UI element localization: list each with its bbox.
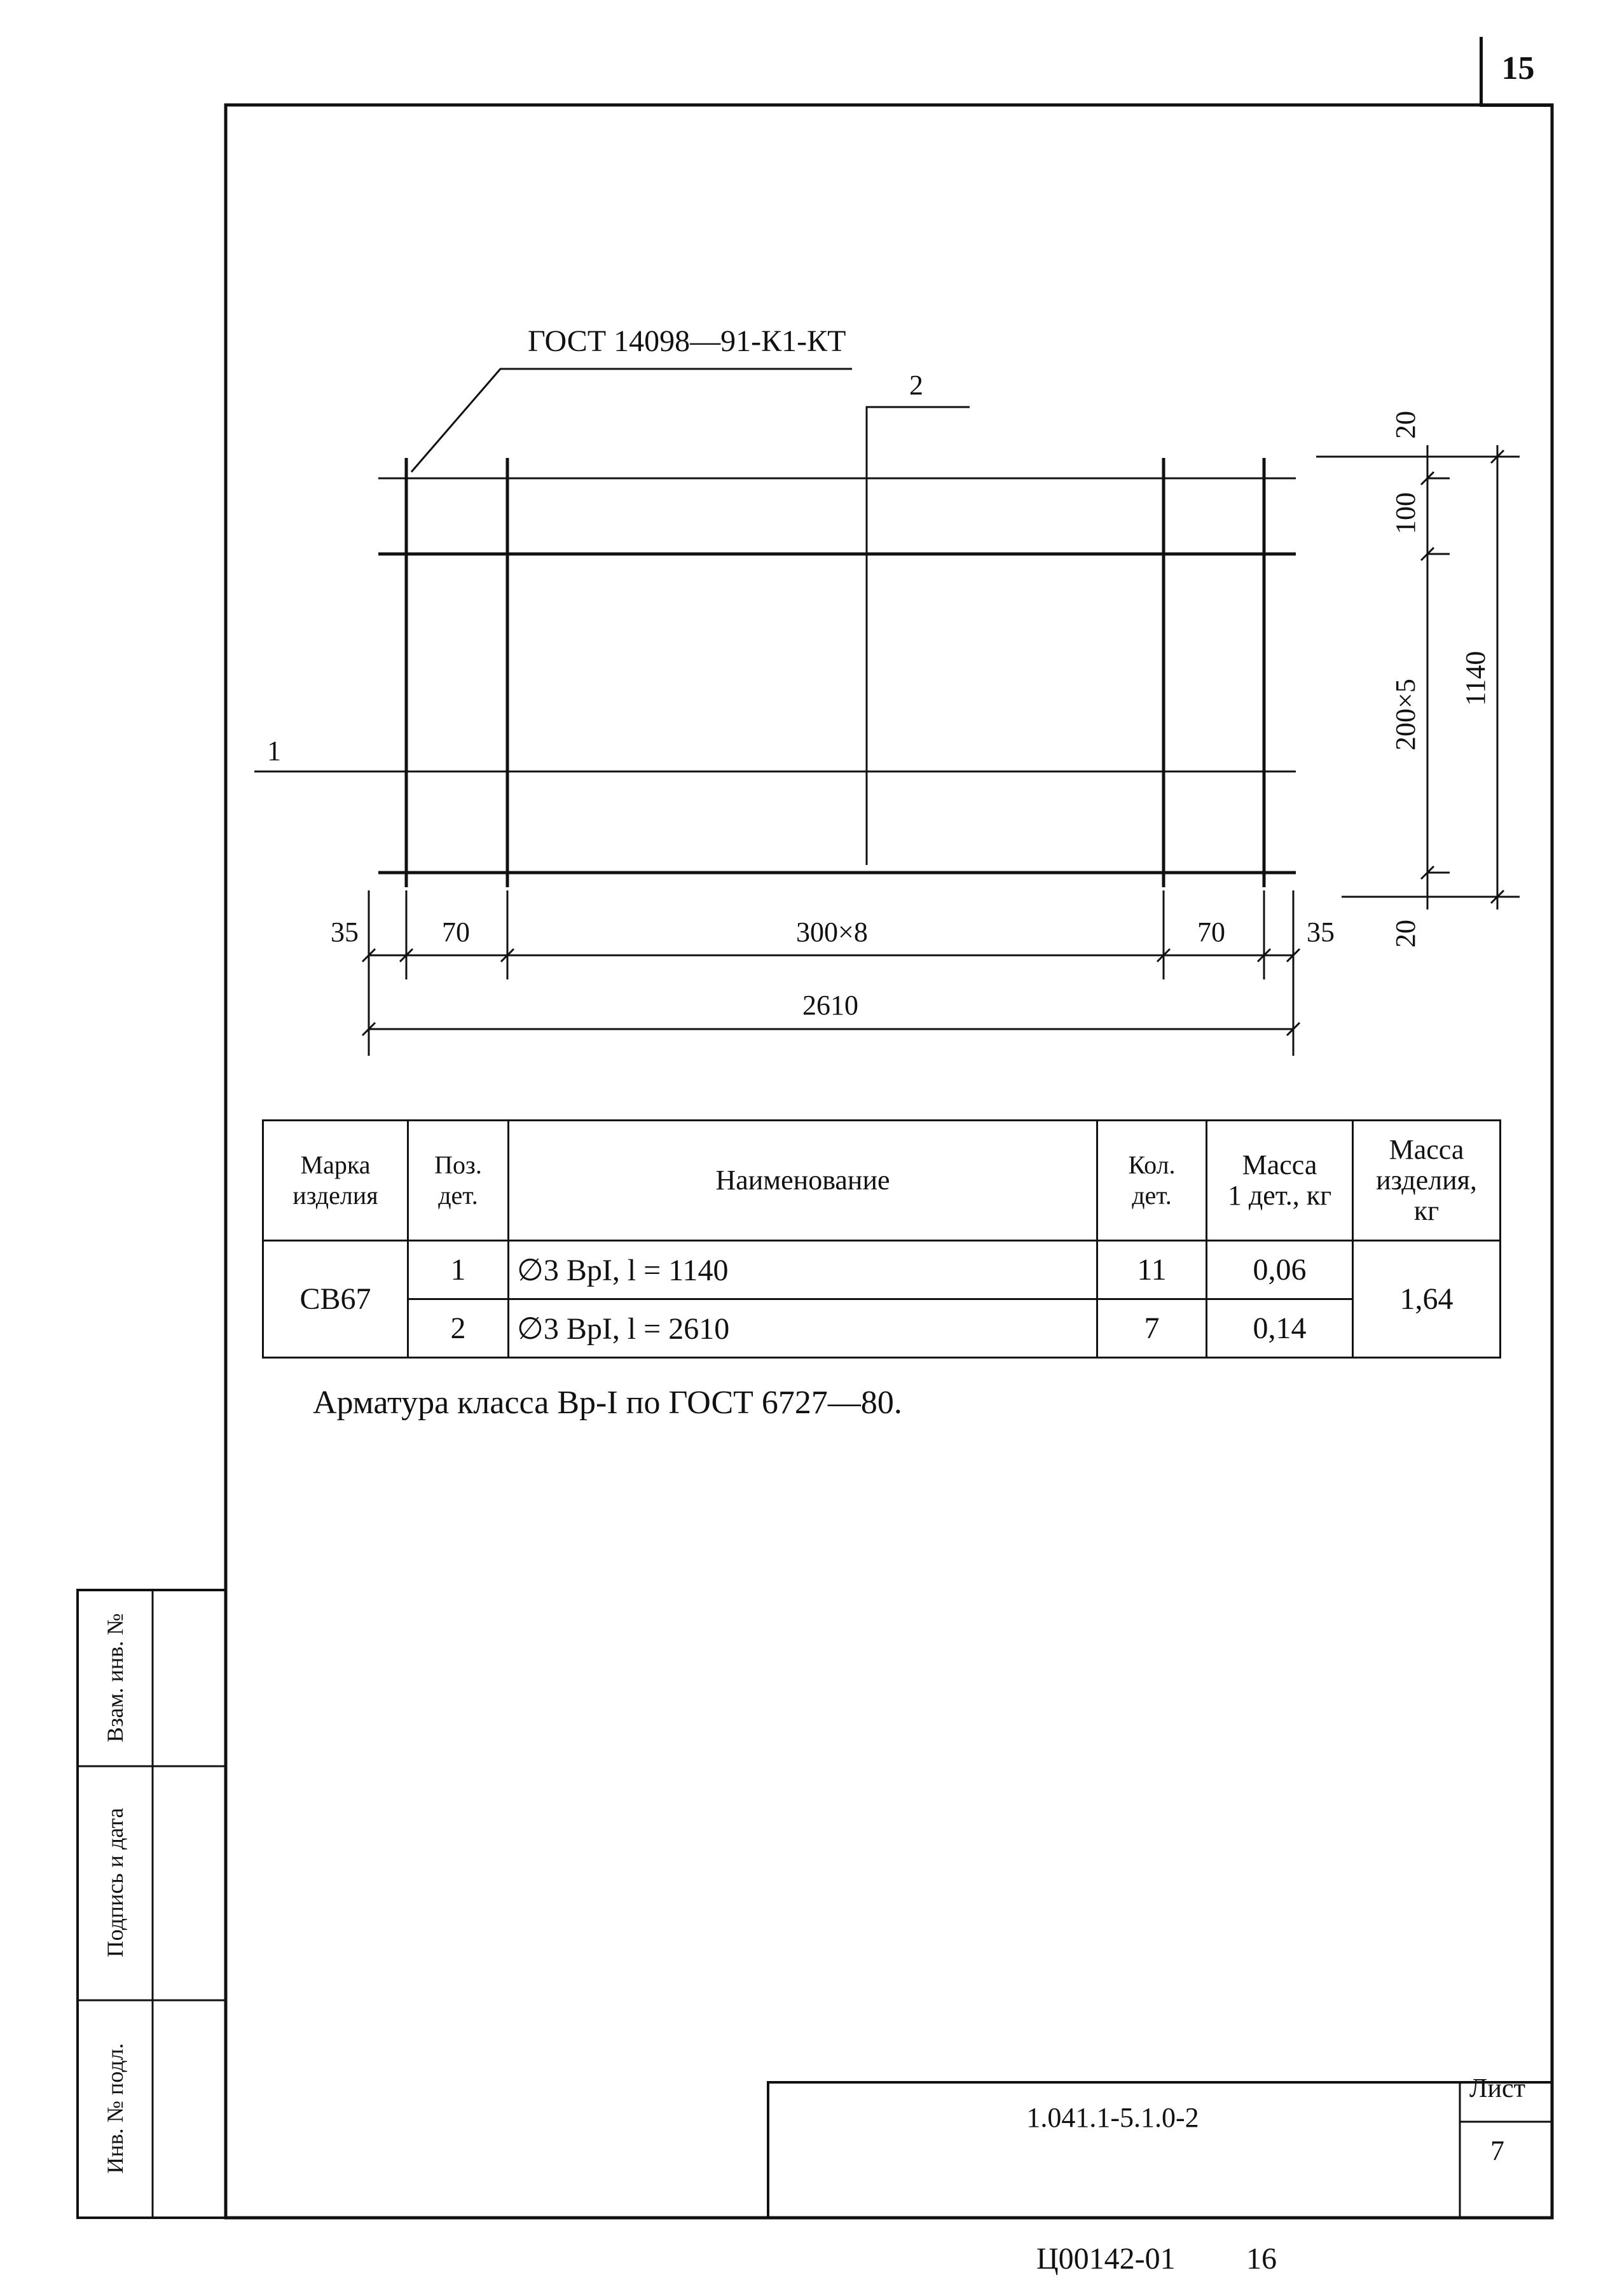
- header-mass-det: Масса 1 дет., кг: [1207, 1121, 1353, 1241]
- header-mark: Марка изделия: [263, 1121, 408, 1241]
- cell-mark: СВ67: [263, 1241, 408, 1358]
- dim-300x8: 300×8: [796, 916, 868, 948]
- longitudinal-bars: [254, 478, 1296, 873]
- table-row: [263, 1299, 1501, 1358]
- pos2-label: 2: [909, 370, 923, 401]
- cell-pos: 2: [408, 1299, 509, 1358]
- transverse-bars: [406, 458, 1264, 887]
- cell-qty: 7: [1097, 1299, 1207, 1358]
- table-row: [263, 1241, 1501, 1299]
- gost-leader: [411, 369, 852, 472]
- pos2-leader: [867, 407, 970, 472]
- dim-2610: 2610: [802, 990, 858, 1021]
- cell-name: ∅3 ВрI, l = 1140: [509, 1241, 1097, 1299]
- header-mass-item: Масса изделия, кг: [1353, 1121, 1501, 1241]
- footer-page: 16: [1246, 2242, 1277, 2276]
- sheet-label: Лист: [1469, 2074, 1525, 2103]
- side-label-podpis: Подпись и дата: [102, 1808, 128, 1958]
- cell-pos: 1: [408, 1241, 509, 1299]
- pos1-label: 1: [267, 735, 281, 766]
- table-header-row: [263, 1121, 1501, 1241]
- dim-100: 100: [1390, 492, 1421, 534]
- cell-mass: 0,06: [1207, 1241, 1353, 1299]
- cell-total-mass: 1,64: [1353, 1241, 1501, 1358]
- header-qty: Кол. дет.: [1097, 1121, 1207, 1241]
- dim-35-right: 35: [1307, 916, 1335, 948]
- document-code: 1.041.1-5.1.0-2: [1026, 2102, 1199, 2133]
- dim-20-bottom: 20: [1390, 920, 1421, 948]
- reinforcement-note: Арматура класса Вр-I по ГОСТ 6727—80.: [313, 1385, 902, 1421]
- dim-1140: 1140: [1460, 651, 1491, 706]
- cell-mass: 0,14: [1207, 1299, 1353, 1358]
- header-pos: Поз. дет.: [408, 1121, 509, 1241]
- dim-20-top: 20: [1390, 411, 1421, 439]
- gost-label: ГОСТ 14098—91-К1-КТ: [528, 324, 846, 358]
- side-label-vzam: Взам. инв. №: [102, 1613, 128, 1743]
- specification-table: [262, 1119, 1501, 1359]
- page-number: 15: [1480, 37, 1553, 107]
- dim-200x5: 200×5: [1390, 679, 1421, 750]
- footer-code: Ц00142-01: [1036, 2242, 1176, 2276]
- sheet-number: 7: [1490, 2135, 1504, 2166]
- cell-qty: 11: [1097, 1241, 1207, 1299]
- header-name: Наименование: [509, 1121, 1097, 1241]
- bottom-dimension-lines: [362, 890, 1300, 1056]
- cell-name: ∅3 ВрI, l = 2610: [509, 1299, 1097, 1358]
- dim-35-left: 35: [331, 916, 359, 948]
- side-label-inv: Инв. № подл.: [102, 2043, 128, 2174]
- dim-70-left: 70: [442, 916, 470, 948]
- dim-70-right: 70: [1197, 916, 1225, 948]
